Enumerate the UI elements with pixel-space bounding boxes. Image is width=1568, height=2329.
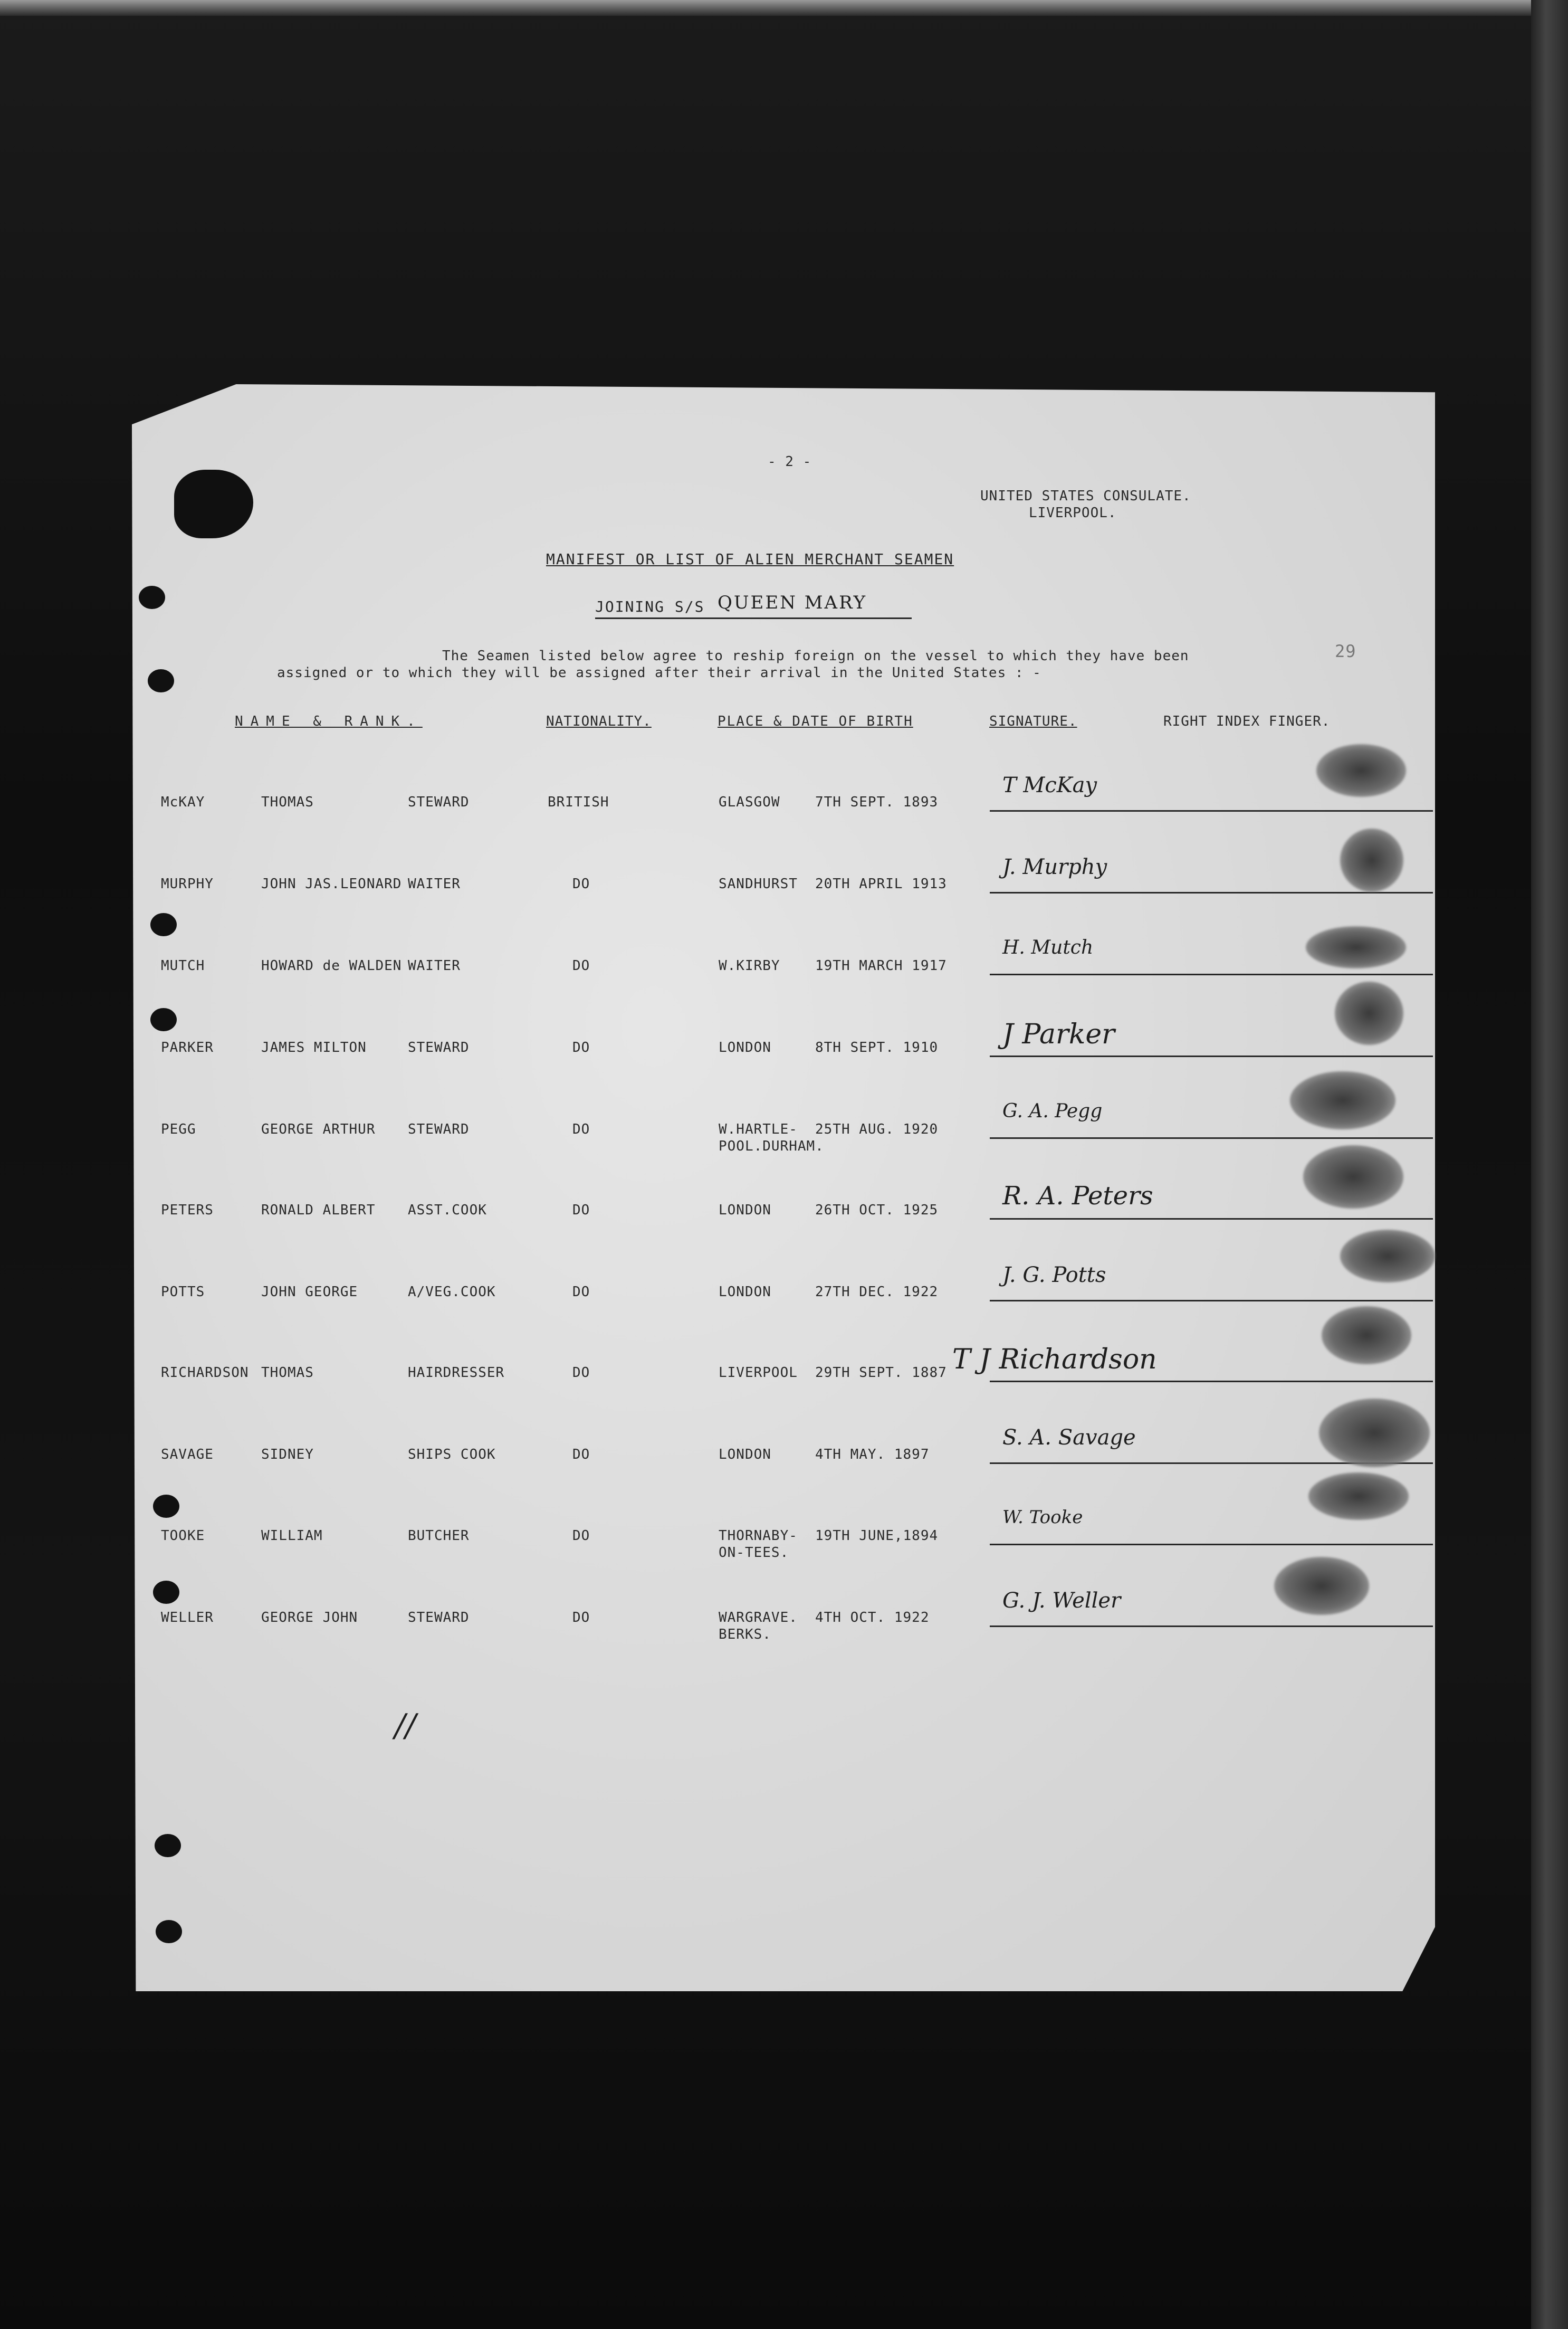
fingerprint-image [1319,1399,1430,1467]
stray-mark: // [395,1707,416,1744]
cell-surname: PEGG [161,1121,196,1137]
table-row [0,876,1568,918]
cell-given-name: RONALD ALBERT [261,1202,376,1218]
cell-birthplace-line-2: ON-TEES. [719,1545,789,1561]
page-number: - 2 - [768,454,812,470]
document-title: MANIFEST OR LIST OF ALIEN MERCHANT SEAMEN [546,550,954,568]
cell-birth-date: 20TH APRIL 1913 [815,876,947,892]
punch-hole [139,586,165,609]
cell-birth-date: 29TH SEPT. 1887 [815,1365,947,1381]
cell-nationality: DO [572,1610,590,1625]
cell-rank: SHIPS COOK [408,1447,496,1462]
cell-nationality: DO [572,1528,590,1544]
table-row [0,794,1568,836]
cell-birthplace: GLASGOW [719,794,780,810]
margin-note: 29 [1335,641,1356,661]
consulate-line-2: LIVERPOOL. [1029,505,1117,521]
handwritten-signature: G. A. Pegg [1002,1100,1103,1122]
handwritten-signature: J. Murphy [1002,855,1107,879]
table-row [0,1202,1568,1244]
col-header-name-rank: NAME & RANK. [235,714,423,729]
cell-birthplace: LIVERPOOL [719,1365,798,1381]
cell-surname: SAVAGE [161,1447,214,1462]
handwritten-signature: G. J. Weller [1002,1589,1121,1613]
cell-birthplace: THORNABY- [719,1528,798,1544]
fingerprint-image [1274,1557,1369,1615]
handwritten-signature: R. A. Peters [1002,1181,1153,1211]
cell-rank: STEWARD [408,794,470,810]
cell-rank: A/VEG.COOK [408,1284,496,1300]
punch-hole [150,1008,177,1031]
col-header-finger: RIGHT INDEX FINGER. [1163,714,1331,729]
punch-hole [148,669,174,692]
cell-nationality: DO [572,1447,590,1462]
cell-surname: McKAY [161,794,205,810]
cell-birth-date: 19TH JUNE,1894 [815,1528,939,1544]
cell-birth-date: 4TH OCT. 1922 [815,1610,930,1625]
intro-line-2: assigned or to which they will be assigned after their arrival in the United States : - [277,665,1041,681]
cell-nationality: BRITISH [548,794,609,810]
fingerprint-image [1335,982,1403,1045]
vessel-name: QUEEN MARY [718,592,867,613]
cell-nationality: DO [572,958,590,974]
cell-birthplace: LONDON [719,1447,771,1462]
col-header-place-date-birth: PLACE & DATE OF BIRTH [718,714,913,729]
cell-surname: TOOKE [161,1528,205,1544]
cell-rank: ASST.COOK [408,1202,487,1218]
handwritten-signature: T J Richardson [952,1344,1157,1375]
cell-given-name: THOMAS [261,794,314,810]
cell-birthplace: LONDON [719,1040,771,1056]
cell-rank: STEWARD [408,1040,470,1056]
fingerprint-image [1308,1472,1409,1520]
cell-birth-date: 25TH AUG. 1920 [815,1121,939,1137]
cell-birthplace-line-2: POOL.DURHAM. [719,1138,824,1154]
cell-birthplace: LONDON [719,1202,771,1218]
cell-rank: STEWARD [408,1121,470,1137]
cell-nationality: DO [572,1202,590,1218]
vessel-underline [595,617,912,619]
cell-birthplace: W.KIRBY [719,958,780,974]
cell-given-name: WILLIAM [261,1528,323,1544]
document-sheet [132,384,1435,1991]
handwritten-signature: W. Tooke [1002,1507,1083,1528]
cell-surname: RICHARDSON [161,1365,249,1381]
signature-line [990,1381,1433,1382]
cell-nationality: DO [572,1040,590,1056]
film-top-edge [0,0,1568,16]
punch-hole [156,1920,182,1943]
cell-nationality: DO [572,1284,590,1300]
cell-given-name: JOHN GEORGE [261,1284,358,1300]
cell-rank: BUTCHER [408,1528,470,1544]
handwritten-signature: T McKay [1002,773,1097,797]
intro-line-1: The Seamen listed below agree to reship foreign on the vessel to which they have been [442,648,1189,664]
signature-line [990,1625,1433,1627]
signature-line [990,1300,1433,1301]
signature-line [990,974,1433,975]
cell-nationality: DO [572,1121,590,1137]
handwritten-signature: J. G. Potts [1002,1263,1106,1287]
handwritten-signature: S. A. Savage [1002,1425,1136,1450]
cell-nationality: DO [572,876,590,892]
cell-birthplace-line-2: BERKS. [719,1627,771,1642]
cell-birth-date: 8TH SEPT. 1910 [815,1040,939,1056]
consulate-line-1: UNITED STATES CONSULATE. [980,488,1191,504]
punch-hole [153,1495,179,1518]
cell-birth-date: 7TH SEPT. 1893 [815,794,939,810]
signature-line [990,810,1433,812]
cell-surname: PETERS [161,1202,214,1218]
cell-birth-date: 19TH MARCH 1917 [815,958,947,974]
signature-line [990,1544,1433,1545]
cell-rank: WAITER [408,958,461,974]
signature-line [990,892,1433,893]
fingerprint-image [1316,744,1406,797]
cell-given-name: GEORGE ARTHUR [261,1121,376,1137]
cell-birth-date: 4TH MAY. 1897 [815,1447,930,1462]
cell-birth-date: 27TH DEC. 1922 [815,1284,939,1300]
cell-given-name: JAMES MILTON [261,1040,367,1056]
fingerprint-image [1340,829,1403,892]
cell-birthplace: W.HARTLE- [719,1121,798,1137]
cell-surname: POTTS [161,1284,205,1300]
cell-surname: MURPHY [161,876,214,892]
film-right-edge [1531,0,1568,2329]
cell-given-name: HOWARD de WALDEN [261,958,402,974]
signature-line [990,1056,1433,1057]
fingerprint-image [1303,1145,1403,1209]
cell-birthplace: WARGRAVE. [719,1610,798,1625]
fingerprint-image [1322,1306,1411,1364]
table-row [0,1610,1568,1652]
cell-rank: WAITER [408,876,461,892]
punch-hole [155,1834,181,1857]
cell-given-name: JOHN JAS.LEONARD [261,876,402,892]
fingerprint-image [1306,926,1406,968]
cell-surname: MUTCH [161,958,205,974]
cell-birthplace: SANDHURST [719,876,798,892]
cell-surname: WELLER [161,1610,214,1625]
fingerprint-image [1290,1071,1395,1129]
cell-surname: PARKER [161,1040,214,1056]
cell-rank: STEWARD [408,1610,470,1625]
cell-nationality: DO [572,1365,590,1381]
punch-hole [153,1581,179,1604]
signature-line [990,1218,1433,1220]
col-header-signature: SIGNATURE. [989,714,1077,729]
col-header-nationality: NATIONALITY. [546,714,652,729]
handwritten-signature: H. Mutch [1002,937,1094,958]
signature-line [990,1137,1433,1139]
cell-rank: HAIRDRESSER [408,1365,505,1381]
cell-given-name: SIDNEY [261,1447,314,1462]
cell-given-name: GEORGE JOHN [261,1610,358,1625]
handwritten-signature: J Parker [1002,1019,1115,1050]
cell-birth-date: 26TH OCT. 1925 [815,1202,939,1218]
cell-given-name: THOMAS [261,1365,314,1381]
table-row [0,1365,1568,1407]
joining-prefix: JOINING S/S [595,598,705,615]
fingerprint-image [1340,1230,1435,1282]
cell-birthplace: LONDON [719,1284,771,1300]
